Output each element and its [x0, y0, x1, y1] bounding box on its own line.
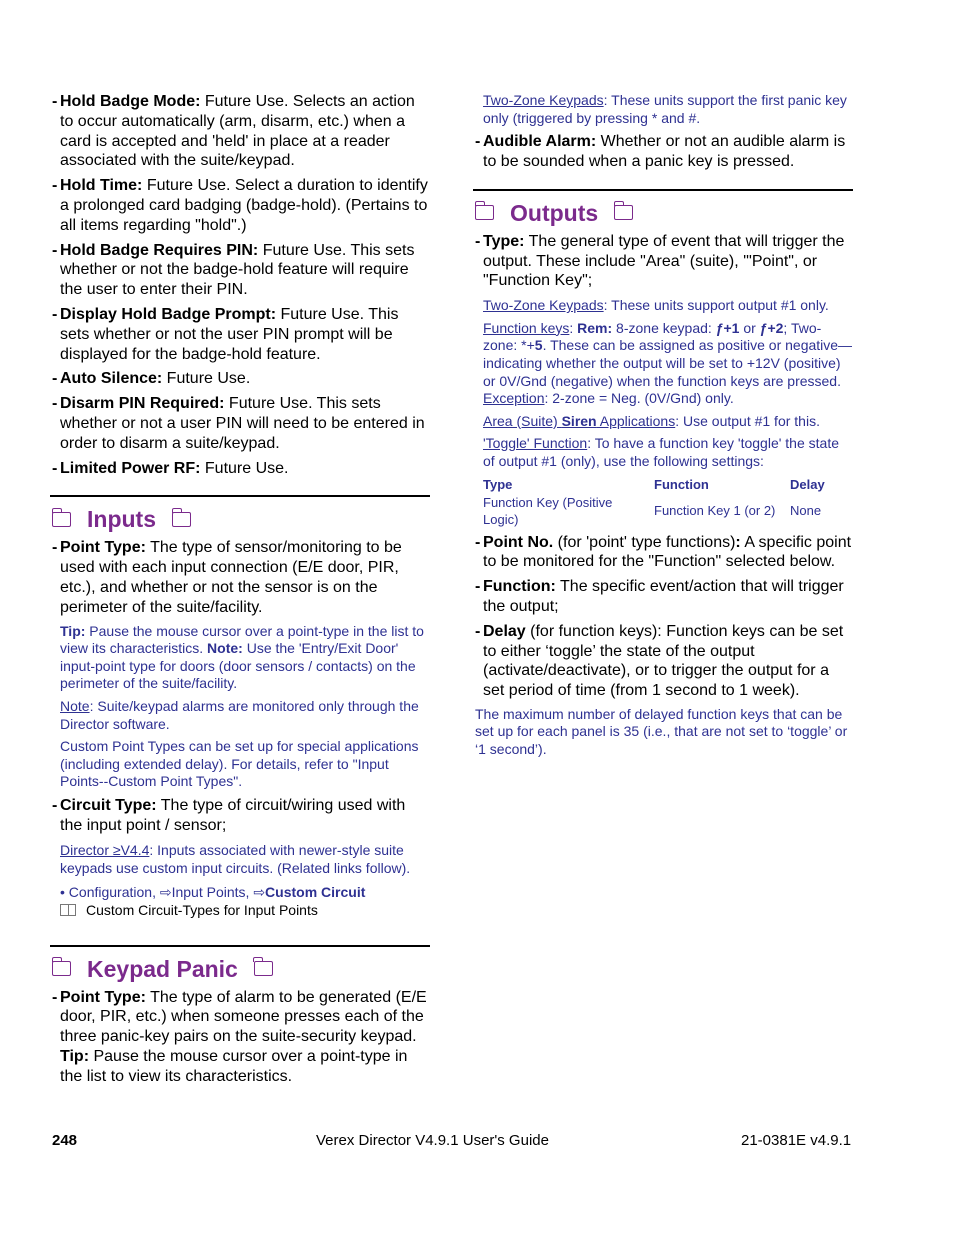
book-icon	[60, 904, 76, 916]
folder-icon	[614, 205, 633, 220]
footer-title: Verex Director V4.9.1 User's Guide	[316, 1132, 549, 1149]
folder-icon	[475, 205, 494, 220]
max-delayed-keys-note: The maximum number of delayed function keys that can be set up for each panel is 35 (i.e., that are not set to ‘toggle’ or ‘1 second’).	[475, 705, 848, 758]
outputs-section	[473, 189, 853, 226]
outputs-heading	[475, 200, 853, 226]
left-column	[50, 92, 430, 1092]
folder-icon	[254, 961, 273, 976]
outputs-title: Outputs	[510, 199, 599, 226]
table-header-row: Type Function Delay	[483, 476, 825, 492]
delay-item: - Delay (for function keys): Function keys can be set to either ‘toggle’ the state of the output (activate/deactivate), or to trigger the output for a set period of time (from 1 second to 1 week).	[475, 622, 844, 700]
function-keys-note: Function keys: Rem: 8-zone keypad: ƒ+1 or ƒ+2; Two-zone: *+5. These can be assigned as positive or negative—indicating whether the output will be set to +12V (positive) or 0V/Gnd (negative) when the function keys are pressed. Exception: 2-zone = Neg. (0V/Gnd) only.	[483, 319, 853, 407]
keypad-panic-section	[50, 945, 430, 982]
toggle-function-note: 'Toggle' Function: To have a function key 'toggle' the state of output #1 (only), use the following settings:	[483, 435, 839, 469]
list-item: - Limited Power RF: Future Use.	[52, 459, 289, 477]
keypad-panic-title: Keypad Panic	[87, 955, 238, 982]
custom-circuit-link[interactable]: • Configuration, ⇨Input Points, ⇨Custom Circuit	[60, 883, 366, 900]
point-no-item: - Point No. (for 'point' type functions): A specific point to be monitored for the "Function" selected below.	[475, 533, 852, 571]
two-zone-panic-note: Two-Zone Keypads: These units support the first panic key only (triggered by pressing * and #.	[483, 92, 847, 126]
folder-icon	[52, 512, 71, 527]
inputs-title: Inputs	[87, 506, 156, 533]
custom-point-types-note: Custom Point Types can be set up for special applications (including extended delay). For details, refer to "Input Points--Custom Point Types".	[60, 738, 419, 790]
arrow-icon: ⇨	[159, 883, 172, 900]
list-item: - Hold Time: Future Use. Select a duration to identify a prolonged card badging (badge-hold). (Pertains to all items regarding "hold".)	[52, 177, 428, 234]
footer-doc-id: 21-0381E v4.9.1	[741, 1132, 852, 1149]
list-item: - Hold Badge Requires PIN: Future Use. This sets whether or not the badge-hold feature will require the user to enter their PIN.	[52, 241, 415, 299]
page-number: 248	[52, 1132, 78, 1149]
folder-icon	[52, 961, 71, 976]
tip-note: Tip: Pause the mouse cursor over a point-type in the list to view its characteristics. Note: Use the 'Entry/Exit Door' input-point type for doors (door sensors / contacts) on the perimeter of the suite/facility.	[60, 622, 424, 692]
audible-alarm-item: - Audible Alarm: Whether or not an audible alarm is to be sounded when a panic key is pressed.	[475, 133, 846, 170]
area-siren-note: Area (Suite) Siren Applications: Use output #1 for this.	[483, 412, 820, 429]
list-item: - Hold Badge Mode: Future Use. Selects an action to occur automatically (arm, disarm, etc.) when a card is accepted and 'held' in place at a reader associated with the suite/keypad.	[52, 93, 415, 170]
folder-icon	[172, 512, 191, 527]
table-row: Function Key (Positive Logic) Function Key 1 (or 2) None	[483, 494, 822, 527]
output-type-item: - Type: The general type of event that will trigger the output. These include "Area" (suite), '"Point", or "Function Key";	[475, 232, 845, 290]
toggle-settings-table	[483, 476, 833, 529]
custom-circuit-topic-link[interactable]: Custom Circuit-Types for Input Points	[50, 901, 430, 919]
director-version-note: Director ≥V4.4: Inputs associated with newer-style suite keypads use custom input circuits. (Related links follow).	[60, 842, 411, 877]
circuit-type-item: - Circuit Type: The type of circuit/wiring used with the input point / sensor;	[52, 796, 406, 834]
monitoring-note: Note: Suite/keypad alarms are monitored only through the Director software.	[60, 697, 419, 732]
function-item: - Function: The specific event/action that will trigger the output;	[475, 578, 844, 615]
inputs-section	[50, 495, 430, 532]
panic-point-type-item: - Point Type: The type of alarm to be generated (E/E door, PIR, etc.) when someone presses each of the three panic-key pairs on the suite-security keypad. Tip: Pause the mouse cursor over a point-type in the list to view its characteristics.	[52, 988, 427, 1085]
list-item: - Display Hold Badge Prompt: Future Use. This sets whether or not the user PIN prompt will be displayed for the badge-hold feature.	[52, 305, 399, 363]
arrow-icon: ⇨	[253, 883, 266, 900]
keypad-panic-heading	[52, 956, 430, 982]
list-item: - Disarm PIN Required: Future Use. This sets whether or not a user PIN will need to be entered in order to disarm a suite/keypad.	[52, 395, 425, 452]
inputs-heading	[52, 506, 430, 532]
hold-badge-settings-list	[50, 92, 430, 478]
right-column	[473, 92, 853, 764]
list-item: - Auto Silence: Future Use.	[52, 370, 251, 388]
two-zone-output-note: Two-Zone Keypads: These units support output #1 only.	[483, 297, 829, 314]
point-type-item: - Point Type: The type of sensor/monitoring to be used with each input connection (E/E door, PIR, etc.), and whether or not the sensor is on the perimeter of the suite/facility.	[52, 539, 402, 616]
